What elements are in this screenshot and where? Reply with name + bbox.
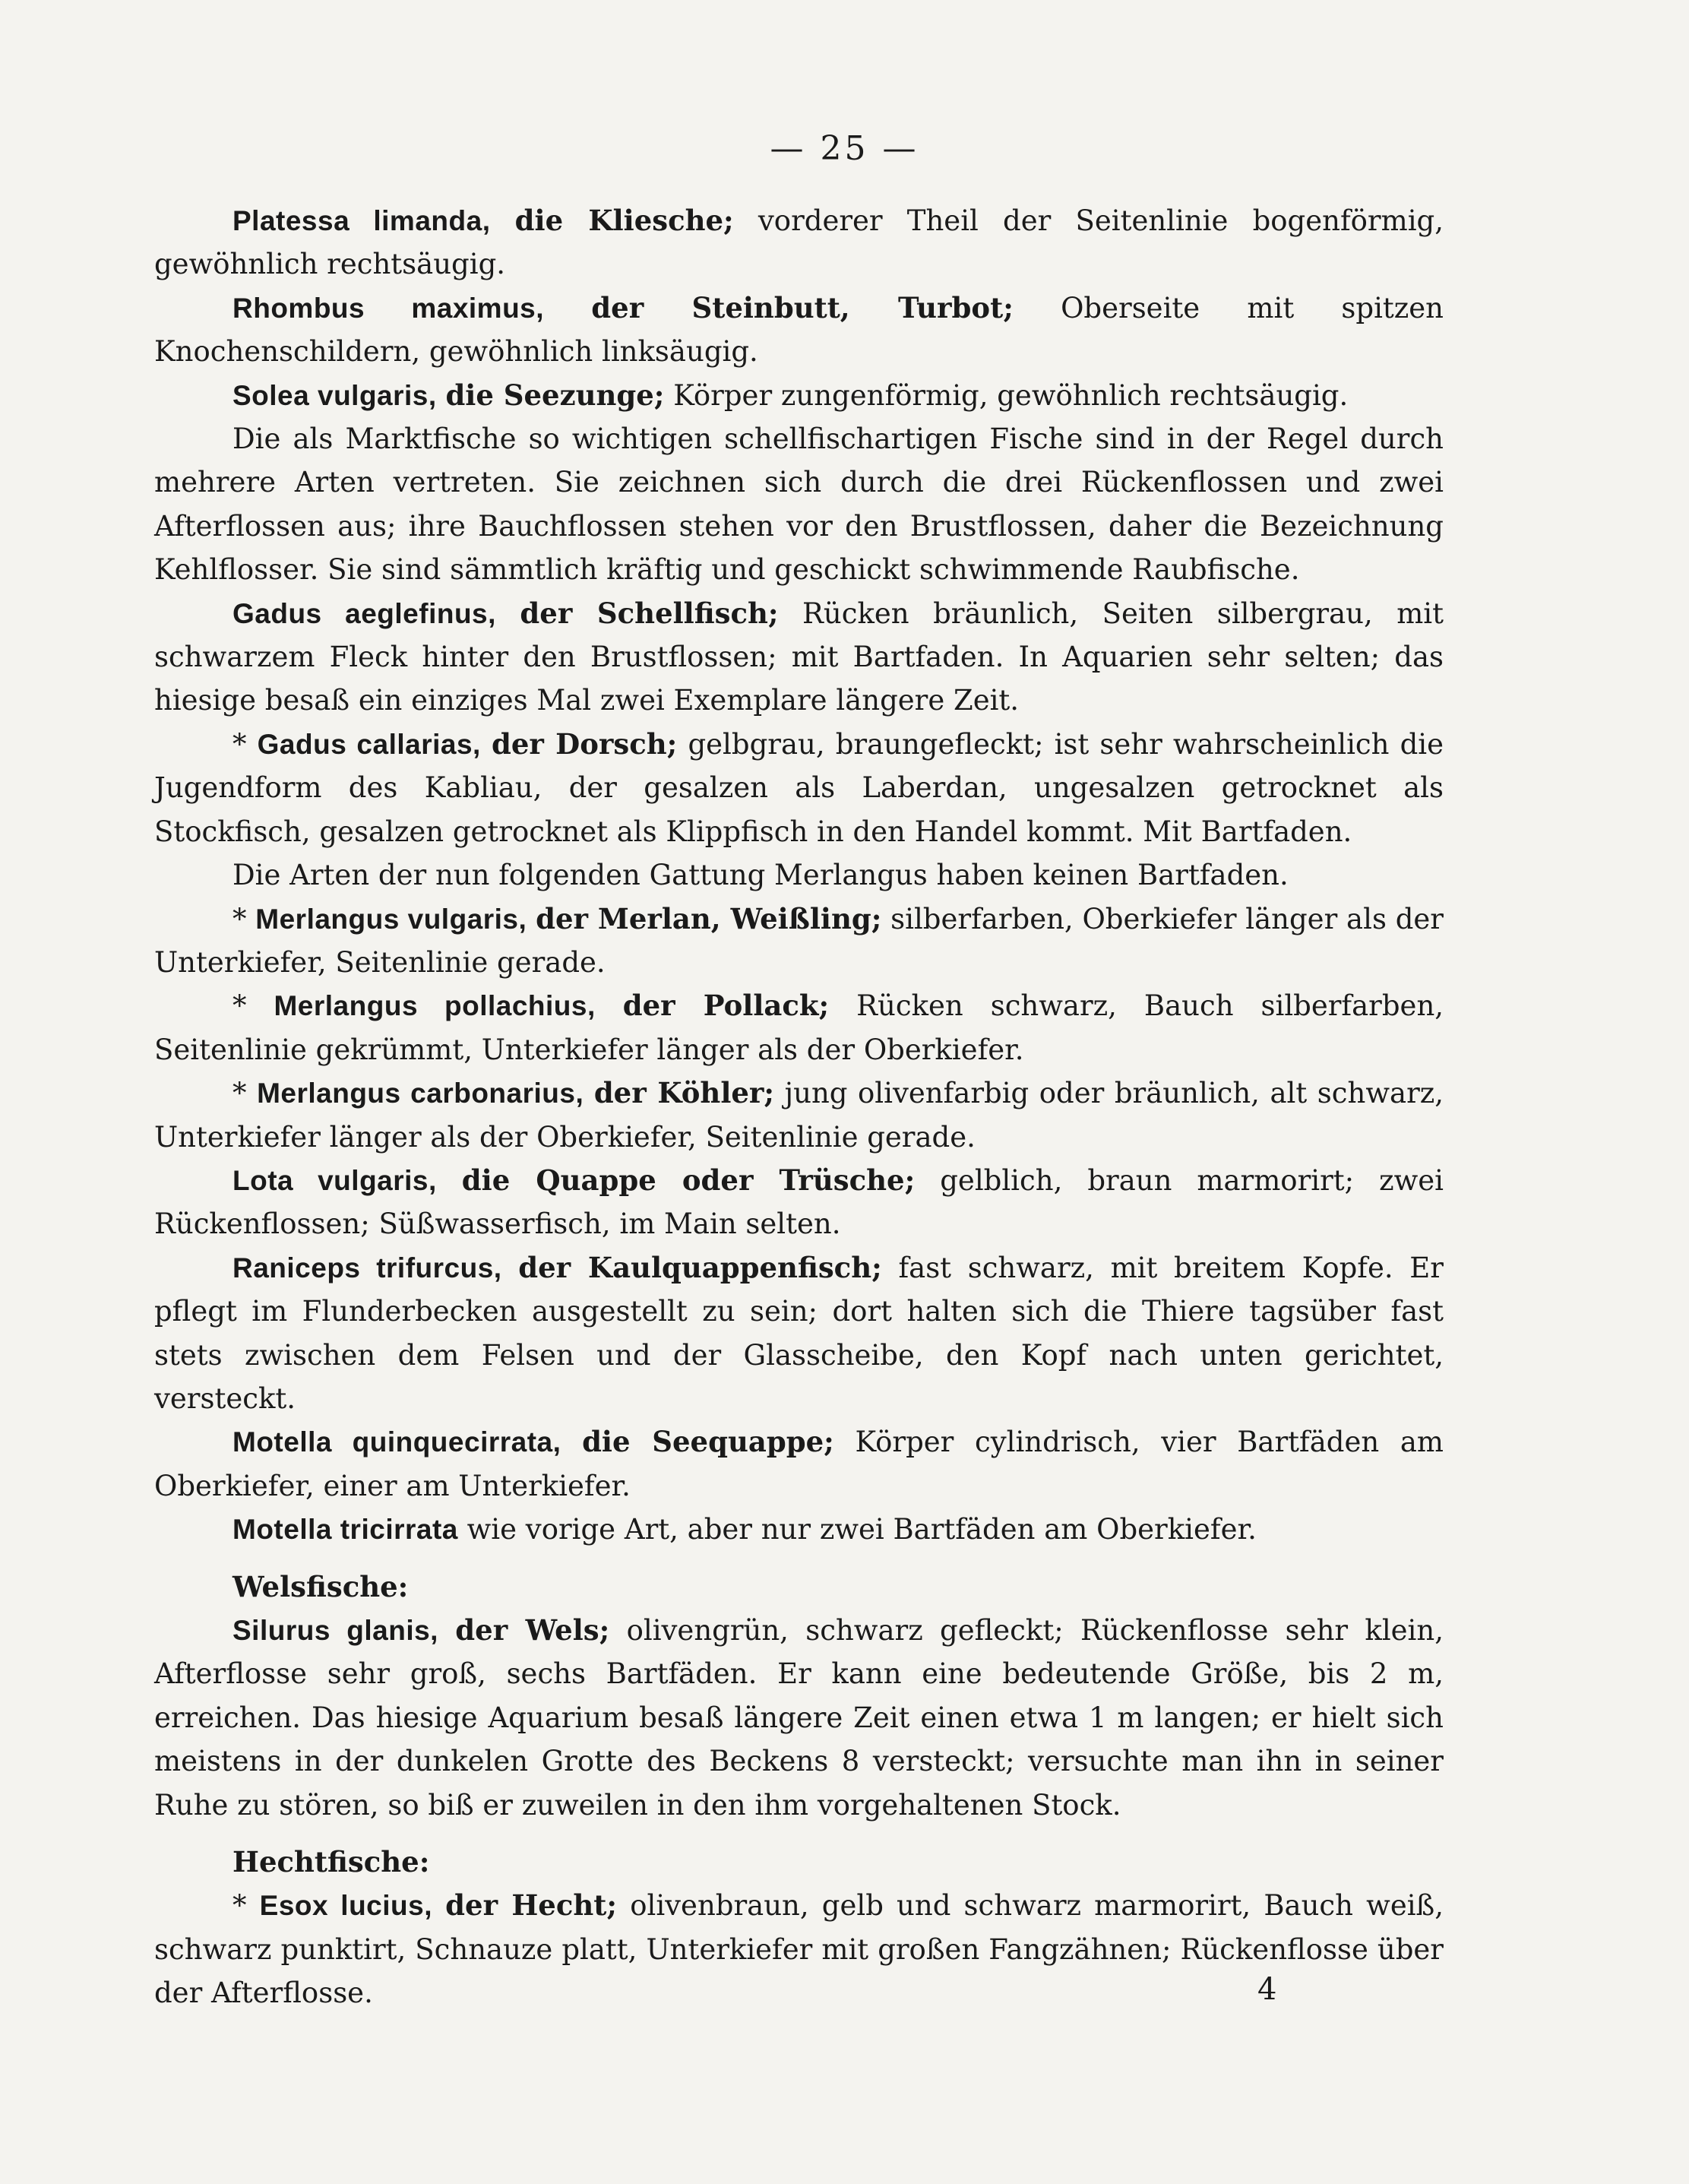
common-name: Welsfische: [232,1569,409,1603]
common-name: die Kliesche; [514,204,734,237]
species-name: Esox lucius, [259,1890,432,1922]
common-name: der Wels; [455,1613,610,1647]
asterisk-mark: * [232,902,247,935]
species-name: Merlangus carbonarius, [257,1078,584,1109]
paragraph [154,1609,1444,1827]
common-name: der Schellfisch; [520,596,779,630]
description-text: jung olivenfarbig oder bräunlich, alt schwarz, Unterkiefer länger als der Oberkiefer, Seitenlinie gerade. [154,1077,1444,1154]
description-text: Körper cylindrisch, vier Bartfäden am Oberkiefer, einer am Unterkiefer. [154,1426,1444,1502]
paragraph [154,592,1444,723]
paragraph [154,1071,1444,1159]
description-text: Körper zungenförmig, gewöhnlich rechtsäugig. [673,378,1349,412]
asterisk-mark: * [232,989,247,1023]
paragraph [154,199,1444,286]
species-name: Gadus aeglefinus, [232,597,496,629]
species-name: Silurus glanis, [232,1615,438,1646]
paragraph [154,286,1444,374]
signature-mark: 4 [1257,1972,1277,2007]
paragraph [154,723,1444,853]
common-name: der Köhler; [593,1076,775,1110]
species-name: Merlangus pollachius, [274,990,596,1022]
common-name: der Steinbutt, Turbot; [591,290,1014,324]
species-name: Rhombus maximus, [232,292,545,324]
paragraph [154,417,1444,592]
description-text: Rücken schwarz, Bauch silberfarben, Seitenlinie gekrümmt, Unterkiefer länger als der Oberkiefer. [154,989,1444,1066]
description-text: Oberseite mit spitzen Knochenschildern, gewöhnlich linksäugig. [154,291,1444,369]
common-name: der Merlan, Weißling; [536,901,882,935]
description-text: fast schwarz, mit breitem Kopfe. Er pflegt im Flunderbecken ausgestellt zu sein; dort halten sich die Thiere tagsüber fast stets zwischen dem Felsen und der Glasscheibe, den Kopf nach unten gerichtet, versteckt. [154,1251,1444,1415]
common-name: der Pollack; [622,989,830,1023]
paragraph [154,853,1444,897]
description-text: olivengrün, schwarz gefleckt; Rückenflosse sehr klein, Afterflosse sehr groß, sechs Bartfäden. Er kann eine bedeutende Größe, bis 2 m, erreichen. Das hiesige Aquarium besaß längere Zeit einen etwa 1 m langen; er hielt sich meistens in der dunkelen Grotte des Beckens 8 versteckt; versuchte man ihn in seiner Ruhe zu stören, so biß er zuweilen in den ihm vorgehaltenen Stock. [154,1614,1444,1822]
paragraph [154,984,1444,1071]
common-name: die Seezunge; [445,378,665,412]
paragraph [154,897,1444,985]
species-name: Solea vulgaris, [232,379,437,411]
description-text: Rücken bräunlich, Seiten silbergrau, mit schwarzem Fleck hinter den Brustflossen; mit Bartfaden. In Aquarien sehr selten; das hiesige besaß ein einziges Mal zwei Exemplare längere Zeit. [154,597,1444,717]
section-heading [154,1841,1444,1884]
species-name: Lota vulgaris, [232,1164,437,1196]
species-name: Motella tricirrata [232,1514,458,1546]
species-name: Merlangus vulgaris, [255,903,527,935]
species-name: Gadus callarias, [257,728,481,760]
species-name: Motella quinquecirrata, [232,1426,561,1458]
description-text: wie vorige Art, aber nur zwei Bartfäden am Oberkiefer. [467,1513,1257,1546]
page-number: — 25 — [770,129,919,168]
description-text: Die Arten der nun folgenden Gattung Merlangus haben keinen Bartfaden. [232,859,1289,892]
common-name: der Dorsch; [491,726,678,761]
common-name: die Seequappe; [582,1425,834,1459]
paragraph [154,1508,1444,1551]
species-name: Raniceps trifurcus, [232,1252,502,1283]
paragraph [154,374,1444,417]
paragraph [154,1159,1444,1246]
paragraph [154,1246,1444,1421]
asterisk-mark: * [232,1077,247,1110]
common-name: Hechtfische: [232,1845,430,1879]
description-text: gelblich, braun marmorirt; zwei Rückenflossen; Süßwasserfisch, im Main selten. [154,1163,1444,1241]
description-text: silberfarben, Oberkiefer länger als der Unterkiefer, Seitenlinie gerade. [154,902,1444,979]
common-name: der Kaulquappenfisch; [518,1250,882,1284]
asterisk-mark: * [232,1889,247,1923]
section-heading [154,1565,1444,1609]
asterisk-mark: * [232,727,247,761]
description-text: Die als Marktfische so wichtigen schellfischartigen Fische sind in der Regel durch mehrere Arten vertreten. Sie zeichnen sich durch die drei Rückenflossen und zwei Afterflossen aus; ihre Bauchflossen stehen vor den Brustflossen, daher die Bezeichnung Kehlflosser. Sie sind sämmtlich kräftig und geschickt schwimmende Raubfische. [154,423,1444,587]
paragraph [154,1884,1444,2015]
description-text: olivenbraun, gelb und schwarz marmorirt, Bauch weiß, schwarz punktirt, Schnauze platt, Unterkiefer mit großen Fangzähnen; Rückenflosse über der Afterflosse. [154,1889,1444,2010]
species-name: Platessa limanda, [232,205,491,236]
paragraph [154,1420,1444,1508]
common-name: die Quappe oder Trüsche; [461,1163,916,1197]
description-text: gelbgrau, braungefleckt; ist sehr wahrscheinlich die Jugendform des Kabliau, der gesalzen als Laberdan, ungesalzen getrocknet als Stockfisch, gesalzen getrocknet als Klippfisch in den Handel kommt. Mit Bartfaden. [154,727,1444,848]
description-text: vorderer Theil der Seitenlinie bogenförmig, gewöhnlich rechtsäugig. [154,204,1444,281]
body-text [154,199,1444,2015]
common-name: der Hecht; [445,1888,618,1923]
